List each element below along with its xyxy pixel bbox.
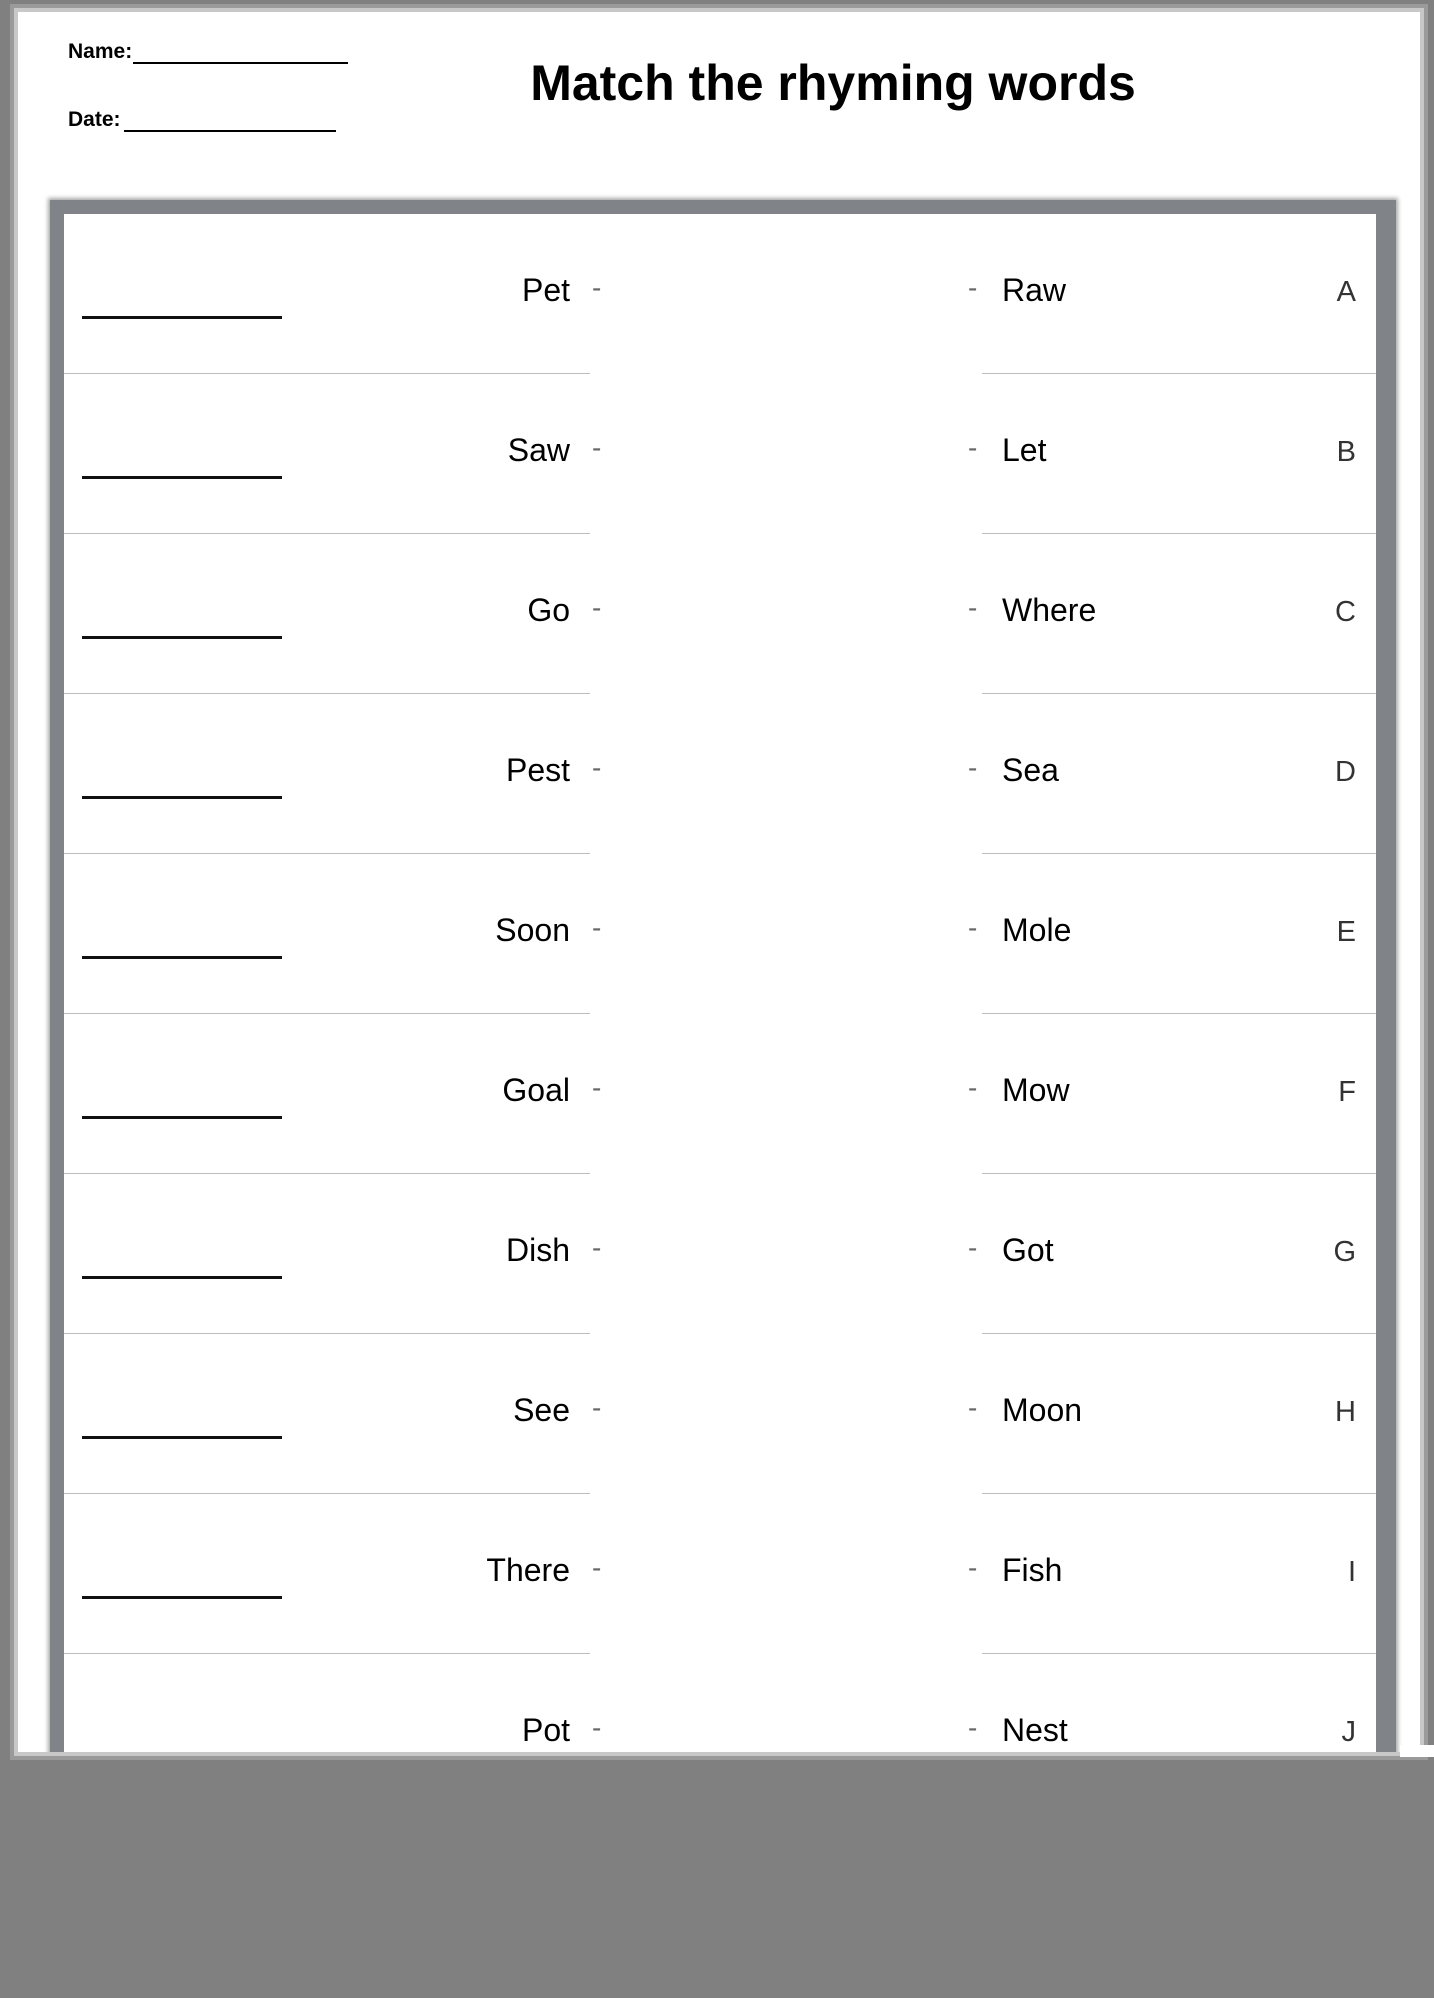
right-word: Moon — [1002, 1392, 1083, 1428]
right-word: Where — [1002, 592, 1097, 628]
match-row — [64, 1174, 1376, 1334]
left-dash: - — [592, 912, 602, 943]
match-row — [64, 374, 1376, 534]
worksheet-title: Match the rhyming words — [530, 55, 1136, 111]
left-dash: - — [592, 1392, 602, 1423]
match-row — [64, 854, 1376, 1014]
match-row — [64, 694, 1376, 854]
left-word: See — [513, 1392, 570, 1428]
right-dash: - — [968, 1232, 978, 1263]
left-word: Goal — [502, 1072, 570, 1108]
answer-blank[interactable] — [82, 476, 282, 479]
matching-table — [64, 214, 1376, 1752]
answer-blank[interactable] — [82, 1436, 282, 1439]
right-dash: - — [968, 272, 978, 303]
left-dash: - — [592, 1712, 602, 1743]
left-dash: - — [592, 1552, 602, 1583]
option-letter: E — [1336, 916, 1356, 948]
left-word: There — [486, 1552, 570, 1588]
left-word: Go — [527, 592, 570, 628]
answer-blank[interactable] — [82, 316, 282, 319]
left-dash: - — [592, 1232, 602, 1263]
left-dash: - — [592, 752, 602, 783]
page-edge-tab — [1400, 1745, 1434, 1757]
right-word: Mow — [1002, 1072, 1070, 1108]
left-word: Pet — [521, 272, 570, 308]
right-word: Fish — [1002, 1552, 1063, 1588]
right-word: Got — [1002, 1232, 1054, 1268]
date-label: Date: — [68, 108, 121, 131]
right-dash: - — [968, 592, 978, 623]
match-row — [64, 214, 1376, 374]
match-row — [64, 1334, 1376, 1494]
right-dash: - — [968, 432, 978, 463]
worksheet-page — [18, 12, 1420, 1752]
option-letter: F — [1338, 1076, 1356, 1108]
answer-blank[interactable] — [82, 956, 282, 959]
left-word: Pot — [521, 1712, 570, 1748]
match-row — [64, 534, 1376, 694]
right-word: Raw — [1002, 272, 1067, 308]
match-row — [64, 1494, 1376, 1654]
answer-blank[interactable] — [82, 1596, 282, 1599]
left-dash: - — [592, 272, 602, 303]
right-dash: - — [968, 1552, 978, 1583]
right-word: Let — [1002, 432, 1047, 468]
right-word: Mole — [1002, 912, 1072, 948]
answer-blank[interactable] — [82, 1276, 282, 1279]
option-letter: B — [1336, 436, 1356, 468]
right-dash: - — [968, 1072, 978, 1103]
left-word: Dish — [505, 1232, 570, 1268]
left-dash: - — [592, 592, 602, 623]
right-dash: - — [968, 1712, 978, 1743]
option-letter: J — [1341, 1716, 1356, 1748]
matching-table-frame — [50, 200, 1396, 1752]
answer-blank[interactable] — [82, 636, 282, 639]
answer-blank[interactable] — [82, 796, 282, 799]
match-row — [64, 1014, 1376, 1174]
left-dash: - — [592, 432, 602, 463]
left-word: Saw — [507, 432, 570, 468]
match-row — [64, 1654, 1376, 1752]
right-dash: - — [968, 1392, 978, 1423]
option-letter: I — [1347, 1556, 1356, 1588]
name-label: Name: — [68, 40, 133, 63]
left-word: Soon — [495, 912, 570, 948]
option-letter: A — [1336, 276, 1356, 308]
right-dash: - — [968, 752, 978, 783]
name-field[interactable] — [133, 50, 348, 64]
option-letter: C — [1335, 596, 1356, 628]
option-letter: G — [1333, 1236, 1356, 1268]
right-dash: - — [968, 912, 978, 943]
option-letter: H — [1335, 1396, 1356, 1428]
option-letter: D — [1335, 756, 1356, 788]
left-word: Pest — [505, 752, 570, 788]
right-word: Nest — [1002, 1712, 1068, 1748]
left-dash: - — [592, 1072, 602, 1103]
right-word: Sea — [1002, 752, 1059, 788]
answer-blank[interactable] — [82, 1116, 282, 1119]
date-field[interactable] — [124, 118, 336, 132]
